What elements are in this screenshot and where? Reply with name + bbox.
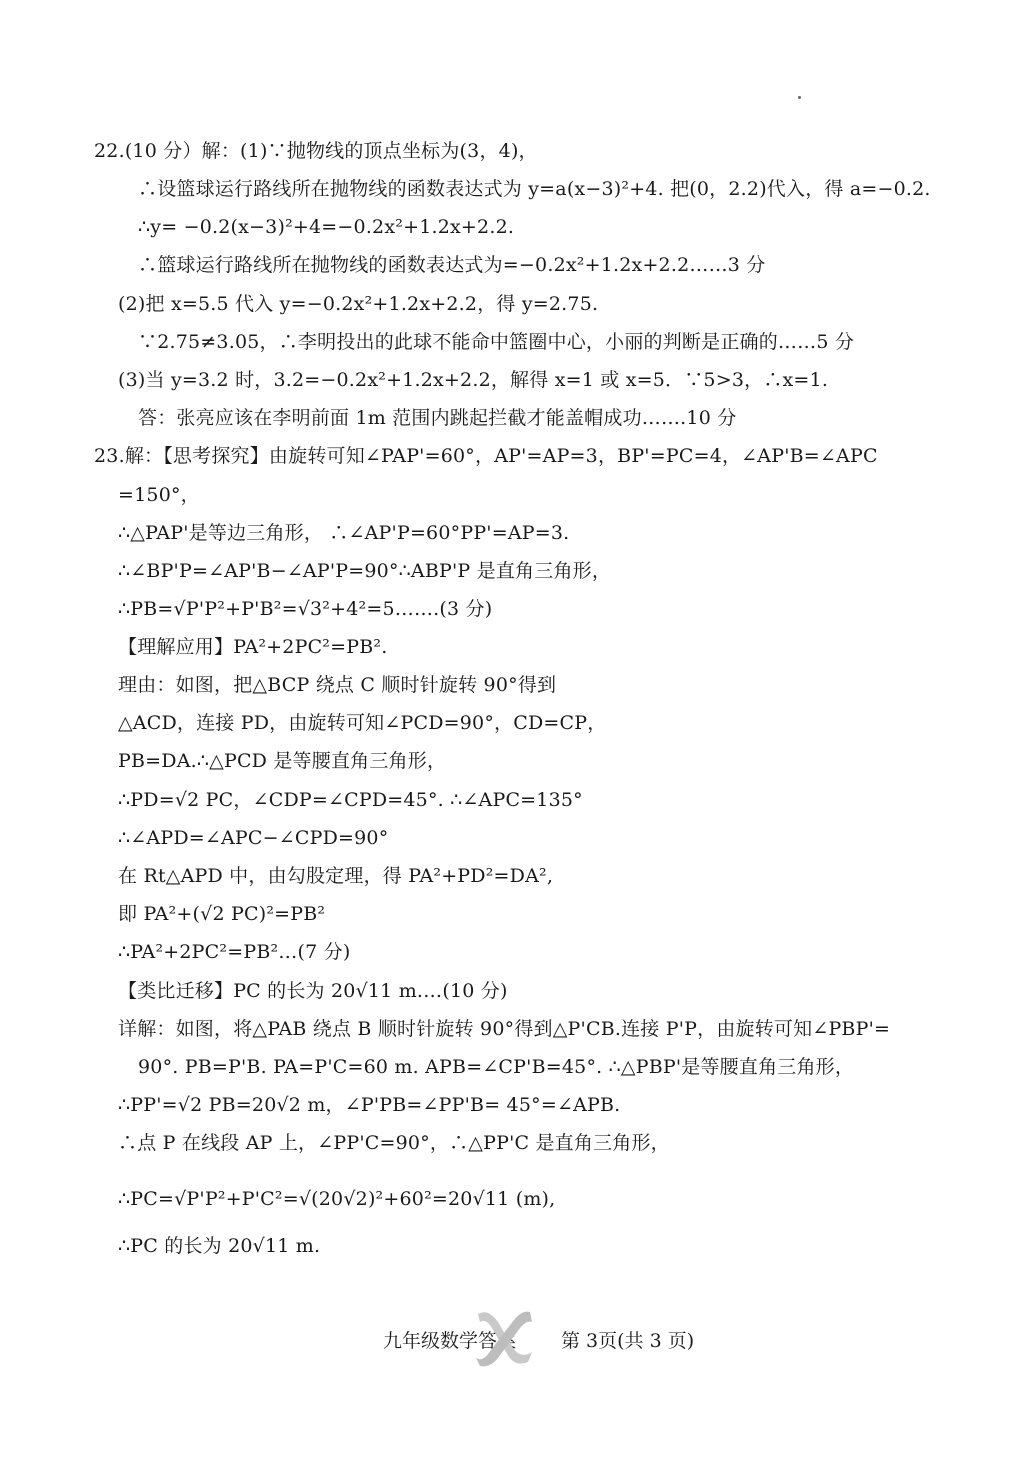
q23-line-1: 23.解：【思考探究】由旋转可知∠PAP'=60°，AP'=AP=3，BP'=PC=4，∠AP'B=∠APC xyxy=(94,445,878,467)
q23-reason-line-2: △ACD，连接 PD，由旋转可知∠PCD=90°，CD=CP， xyxy=(118,712,607,734)
q23-reason-line-7: 即 PA²+(√2 PC)²=PB² xyxy=(118,903,326,925)
q22-line-1: 22.(10 分）解：(1)∵抛物线的顶点坐标为(3，4)， xyxy=(94,140,538,162)
q23-detail-line-5: ∴PC=√P'P²+P'C²=√(20√2)²+60²=20√11 (m), xyxy=(118,1188,556,1210)
q23-detail-line-4: ∴点 P 在线段 AP 上，∠PP'C=90°，∴△PP'C 是直角三角形， xyxy=(118,1132,670,1154)
q23-line-2: =150°， xyxy=(118,484,200,506)
q23-detail-line-1: 详解：如图，将△PAB 绕点 B 顺时针旋转 90°得到△P'CB.连接 P'P，由旋转可知∠PBP'= xyxy=(118,1018,891,1040)
q23-reason-line-3: PB=DA.∴△PCD 是等腰直角三角形， xyxy=(118,750,447,772)
q23-understand-heading: 【理解应用】PA²+2PC²=PB². xyxy=(118,636,388,658)
q22-answer-line: 答：张亮应该在李明前面 1m 范围内跳起拦截才能盖帽成功…….10 分 xyxy=(138,407,737,429)
q23-line-5: ∴PB=√P'P²+P'B²=√3²+4²=5…….(3 分) xyxy=(118,598,493,620)
footer-subject: 九年级数学答案 xyxy=(383,1330,517,1352)
q23-line-3: ∴△PAP'是等边三角形， ∴∠AP'P=60°PP'=AP=3. xyxy=(118,522,570,544)
q23-reason-line-4: ∴PD=√2 PC，∠CDP=∠CPD=45°. ∴∠APC=135° xyxy=(118,789,583,811)
q23-detail-line-3: ∴PP'=√2 PB=20√2 m，∠P'PB=∠PP'B= 45°=∠APB. xyxy=(118,1094,621,1116)
speck-dot xyxy=(798,96,801,99)
watermark-x-logo-icon xyxy=(470,1302,540,1372)
q23-reason-line-8: ∴PA²+2PC²=PB²…(7 分) xyxy=(118,941,351,963)
q23-detail-line-6: ∴PC 的长为 20√11 m. xyxy=(118,1235,321,1257)
q23-reason-line-6: 在 Rt△APD 中，由勾股定理，得 PA²+PD²=DA², xyxy=(118,865,554,887)
q23-reason-line-1: 理由：如图，把△BCP 绕点 C 顺时针旋转 90°得到 xyxy=(118,674,557,696)
q22-line-4: ∴篮球运行路线所在抛物线的函数表达式为=−0.2x²+1.2x+2.2……3 分 xyxy=(138,254,766,276)
q22-part2-line-1: (2)把 x=5.5 代入 y=−0.2x²+1.2x+2.2，得 y=2.75. xyxy=(118,293,599,315)
q23-line-4: ∴∠BP'P=∠AP'B−∠AP'P=90°∴ABP'P 是直角三角形， xyxy=(118,560,612,582)
footer-page-number: 第 3页(共 3 页) xyxy=(561,1330,695,1352)
q23-analogy-heading: 【类比迁移】PC 的长为 20√11 m.…(10 分) xyxy=(118,980,508,1002)
q22-part3-line-1: (3)当 y=3.2 时，3.2=−0.2x²+1.2x+2.2，解得 x=1 或 x=5．∵5>3，∴x=1. xyxy=(118,369,829,391)
q22-line-2: ∴设篮球运行路线所在抛物线的函数表达式为 y=a(x−3)²+4. 把(0，2.2)代入，得 a=−0.2. xyxy=(138,178,931,200)
q23-detail-line-2: 90°. PB=P'B. PA=P'C=60 m. APB=∠CP'B=45°. ∴△PBP'是等腰直角三角形， xyxy=(138,1056,855,1078)
q22-part2-line-2: ∵2.75≠3.05，∴李明投出的此球不能命中篮圈中心，小丽的判断是正确的……5 分 xyxy=(138,331,855,353)
q23-reason-line-5: ∴∠APD=∠APC−∠CPD=90° xyxy=(118,827,389,849)
q22-line-3: ∴y= −0.2(x−3)²+4=−0.2x²+1.2x+2.2. xyxy=(138,216,515,238)
